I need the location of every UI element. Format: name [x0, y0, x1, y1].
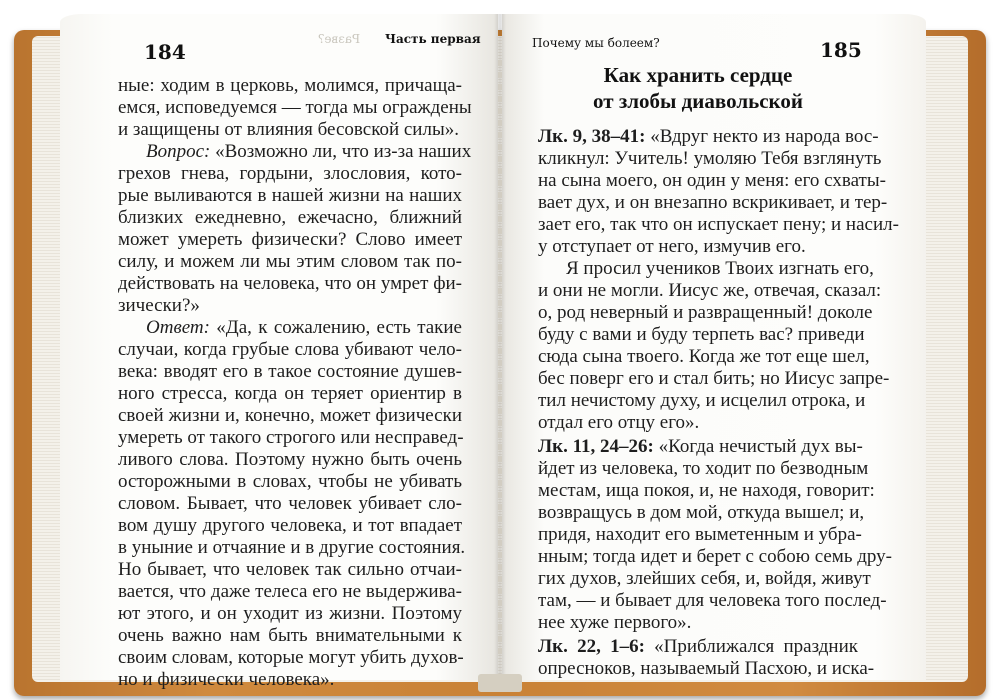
text-line: Я просил учеников Твоих изгнать его,	[566, 258, 874, 279]
text-line: и защищены от влияния бесовской силы».	[118, 119, 459, 140]
text-line: на сына моего, он один у меня: его схваты-	[538, 170, 886, 191]
text-line: кликнул: Учитель! умоляю Тебя взглянуть	[538, 148, 882, 169]
text-line: там, — и бывает для человека того послед-	[538, 590, 887, 611]
text-line: вом душу другого человека, и тот впадает	[118, 515, 462, 536]
text-line: осторожными в словах, чтобы не убивать	[118, 471, 462, 492]
text-line: йдет из человека, то ходит по безводным	[538, 458, 869, 479]
text-line: ные: ходим в церковь, молимся, причаща-	[118, 75, 462, 96]
text-line: рые выливаются в нашей жизни на наших	[118, 185, 462, 206]
chapter-title-line: от злобы диавольской	[593, 89, 803, 113]
spine-headband	[478, 674, 522, 692]
text-line: ного стресса, когда он теряет ориентир в	[118, 383, 462, 404]
verse-ref: Лк. 9, 38–41:	[538, 126, 646, 147]
text-line: Но бывает, что человек так сильно отчаи-	[118, 559, 462, 580]
text-line: придя, находит его выметенным и убра-	[538, 524, 862, 545]
text-line: ют этого, и он уходит из жизни. Поэтому	[118, 603, 462, 624]
chapter-title-line: Как хранить сердце	[603, 63, 793, 87]
text-line: вает дух, и он внезапно вскрикивает, и тер-	[538, 192, 888, 213]
text-line: но и физически человека».	[118, 669, 335, 690]
text-line: века: вводят его в такое состояние душев-	[118, 361, 462, 382]
text-line: гих духов, злейших себя, и, войдя, живут	[538, 568, 871, 589]
text-line: отдал его отцу его».	[538, 412, 700, 433]
text-line: сюда сына твоего. Когда же тот еще шел,	[538, 346, 870, 367]
text-line: очень важно нам быть внимательными к	[118, 625, 462, 646]
verse-ref: Лк. 11, 24–26:	[538, 436, 654, 457]
text-line: буду с вами и буду терпеть вас? приведи	[538, 324, 865, 345]
text-line: может умереть физически? Слово имеет	[118, 229, 462, 250]
text-line: словом. Бывает, что человек убивает сло-	[118, 493, 462, 514]
text-line: нным; тогда идет и берет с собою семь дру-	[538, 546, 892, 567]
text-line: емся, исповедуемся — тогда мы ограждены	[118, 97, 472, 118]
left-page-number: 184	[144, 40, 186, 64]
text-line: своей жизни и, конечно, может физически	[118, 405, 462, 426]
text-line: умереть от такого строгого или несправед-	[118, 427, 464, 448]
right-running-head: Почему мы болеем?	[532, 36, 660, 50]
binding-stitches	[498, 60, 502, 660]
text-line: зически?»	[118, 295, 200, 316]
text-line: опресноков, называемый Пасхою, и иска-	[538, 658, 875, 679]
text-line: действовать на человека, что он умрет фи-	[118, 273, 462, 294]
text-line: возвращусь в дом мой, откуда вышел; и,	[538, 502, 865, 523]
text-line: о, род неверный и развращенный! доколе	[538, 302, 873, 323]
question-line: Вопрос: «Возможно ли, что из-за наших	[146, 141, 472, 162]
text-line: случаи, когда грубые слова убивают чело-	[118, 339, 462, 360]
verse-line: Лк. 9, 38–41: «Вдруг некто из народа вос-	[538, 126, 879, 147]
left-show-through: Разве?	[318, 32, 361, 46]
text-line: зает его, так что он испускает пену; и насил-	[538, 214, 899, 235]
answer-line: Ответ: «Да, к сожалению, есть такие	[146, 317, 462, 338]
text-line: бес поверг его и стал бить; но Иисус запре-	[538, 368, 890, 389]
text-line: нее хуже первого».	[538, 612, 692, 633]
text-line: ливого слова. Поэтому нужно быть очень	[118, 449, 462, 470]
question-label: Вопрос:	[146, 141, 211, 162]
text-line: силу, и можем ли мы этим словом так по-	[118, 251, 462, 272]
verse-ref: Лк. 22, 1–6:	[538, 636, 645, 657]
text-line: местам, ища покоя, и, не находя, говорит:	[538, 480, 875, 501]
text-line: в уныние и отчаяние и в другие состояния.	[118, 537, 466, 558]
text-line: и они не могли. Иисус же, отвечая, сказал:	[538, 280, 882, 301]
text-line: тил нечистому духу, и исцелил отрока, и	[538, 390, 866, 411]
text-line: вается, что даже телеса его не выдержива-	[118, 581, 462, 602]
verse-line: Лк. 11, 24–26: «Когда нечистый дух вы-	[538, 436, 863, 457]
text-line: у отступает от него, измучив его.	[538, 236, 806, 257]
verse-line: Лк. 22, 1–6: «Приближался праздник	[538, 636, 858, 657]
right-page-number: 185	[820, 38, 862, 62]
left-running-head: Часть первая	[385, 32, 481, 46]
text-line: своим словам, которые могут убить духов-	[118, 647, 464, 668]
text-line: близких ежедневно, ежечасно, ближний	[118, 207, 462, 228]
answer-label: Ответ:	[146, 317, 210, 338]
text-line: грехов гнева, гордыни, злословия, кото-	[118, 163, 462, 184]
